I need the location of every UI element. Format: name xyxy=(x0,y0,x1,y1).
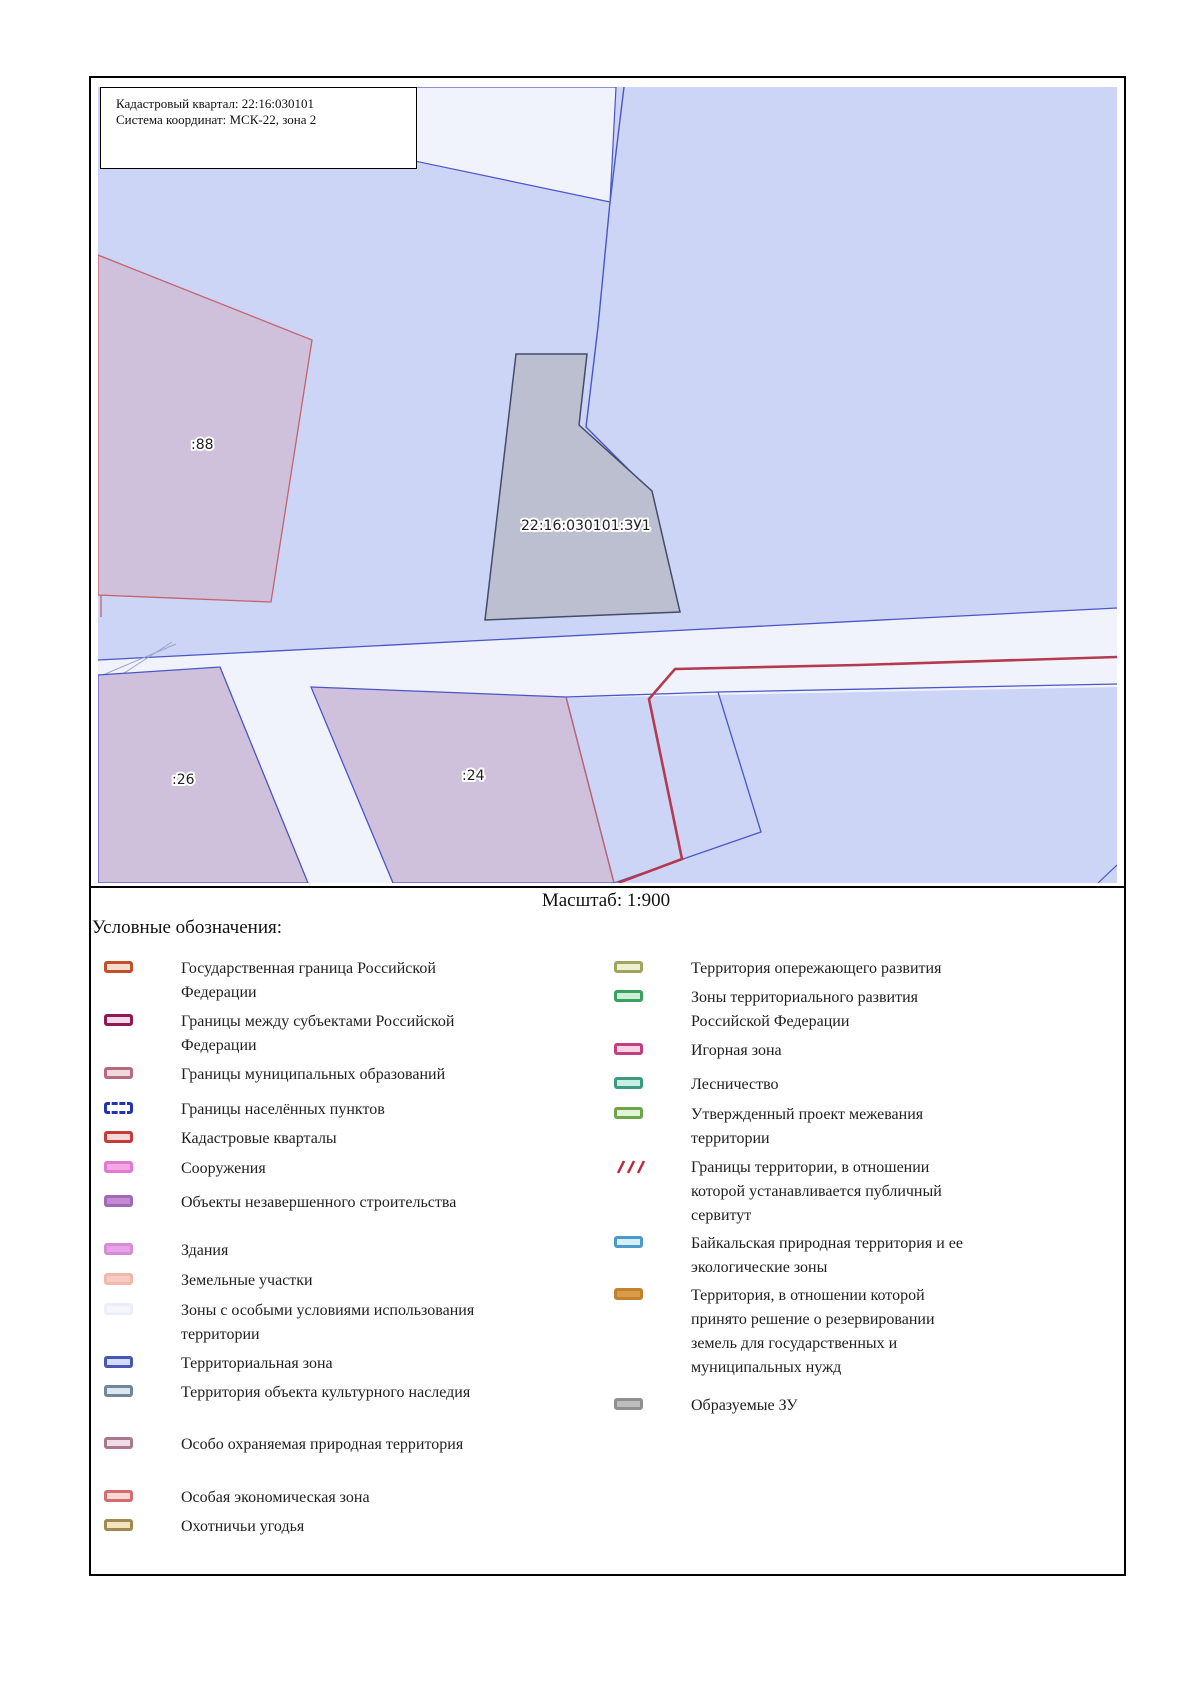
map-info-box xyxy=(100,87,417,169)
legend-label: Охотничьи угодья xyxy=(181,1518,305,1535)
new-plot-icon xyxy=(614,1398,643,1410)
legend-label: Особая экономическая зона xyxy=(181,1489,370,1506)
structures-icon xyxy=(104,1161,133,1173)
map-legend-divider xyxy=(89,886,1126,888)
coordinate-system-info: Система координат: МСК-22, зона 2 xyxy=(116,112,317,127)
legend-label: Зоны с особыми условиями использования территории xyxy=(181,1302,475,1343)
cadastral-map[interactable] xyxy=(98,87,1117,883)
territorial-zone-icon xyxy=(104,1356,133,1368)
legend-label: Государственная граница Российской Федерации xyxy=(181,960,436,1001)
legend-label: Игорная зона xyxy=(691,1042,782,1059)
legend-label: Границы населённых пунктов xyxy=(181,1101,385,1118)
baikal-territory-icon xyxy=(614,1236,643,1248)
legend-label: Территория, в отношении которой принято решение о резервировании земель для государственных и муниципальных нужд xyxy=(691,1287,935,1376)
buildings-icon xyxy=(104,1243,133,1255)
legend-label: Территориальная зона xyxy=(181,1355,333,1372)
public-servitude-icon xyxy=(614,1157,650,1175)
special-zones-icon xyxy=(104,1303,133,1315)
cultural-heritage-icon xyxy=(104,1385,133,1397)
unfinished-construction-icon xyxy=(104,1195,133,1207)
legend-label: Границы между субъектами Российской Федерации xyxy=(181,1013,455,1054)
gambling-zone-icon xyxy=(614,1043,643,1055)
subject-border-icon xyxy=(104,1014,133,1026)
label-24: :24 xyxy=(462,768,485,784)
label-26: :26 xyxy=(172,772,195,788)
legend-label: Границы территории, в отношении которой устанавливается публичный сервитут xyxy=(691,1159,942,1224)
land-plots-icon xyxy=(104,1273,133,1285)
protected-area-icon xyxy=(104,1437,133,1449)
state-border-icon xyxy=(104,961,133,973)
label-88: :88 xyxy=(191,437,214,453)
municipal-border-icon xyxy=(104,1067,133,1079)
legend-label: Образуемые ЗУ xyxy=(691,1397,798,1414)
label-new-plot: 22:16:030101:ЗУ1 xyxy=(521,518,651,534)
land-reservation-icon xyxy=(614,1288,643,1300)
legend-label: Территория опережающего развития xyxy=(691,960,942,977)
hunting-grounds-icon xyxy=(104,1519,133,1531)
legend-label: Кадастровые кварталы xyxy=(181,1130,337,1147)
cadastral-quarter-icon xyxy=(104,1131,133,1143)
legend-label: Зоны территориального развития Российской Федерации xyxy=(691,989,919,1030)
legend-label: Границы муниципальных образований xyxy=(181,1066,446,1083)
map-canvas xyxy=(98,87,1117,883)
legend-label: Особо охраняемая природная территория xyxy=(181,1436,464,1453)
legend-label: Утвержденный проект межевания территории xyxy=(691,1106,924,1147)
survey-project-icon xyxy=(614,1107,643,1119)
legend-label: Байкальская природная территория и ее экологические зоны xyxy=(691,1235,963,1276)
legend-label: Земельные участки xyxy=(181,1272,313,1289)
legend-label: Лесничество xyxy=(691,1076,779,1093)
advanced-development-icon xyxy=(614,961,643,973)
legend-title: Условные обозначения: xyxy=(92,917,283,938)
legend-label: Объекты незавершенного строительства xyxy=(181,1194,457,1211)
legend-label: Здания xyxy=(181,1242,229,1259)
economic-zone-icon xyxy=(104,1490,133,1502)
cadastral-quarter-info: Кадастровый квартал: 22:16:030101 xyxy=(116,96,315,111)
map-scale: Масштаб: 1:900 xyxy=(541,890,671,911)
settlement-border-icon xyxy=(104,1102,133,1114)
forestry-icon xyxy=(614,1077,643,1089)
legend-label: Территория объекта культурного наследия xyxy=(181,1384,471,1401)
development-zone-icon xyxy=(614,990,643,1002)
legend-label: Сооружения xyxy=(181,1160,266,1177)
